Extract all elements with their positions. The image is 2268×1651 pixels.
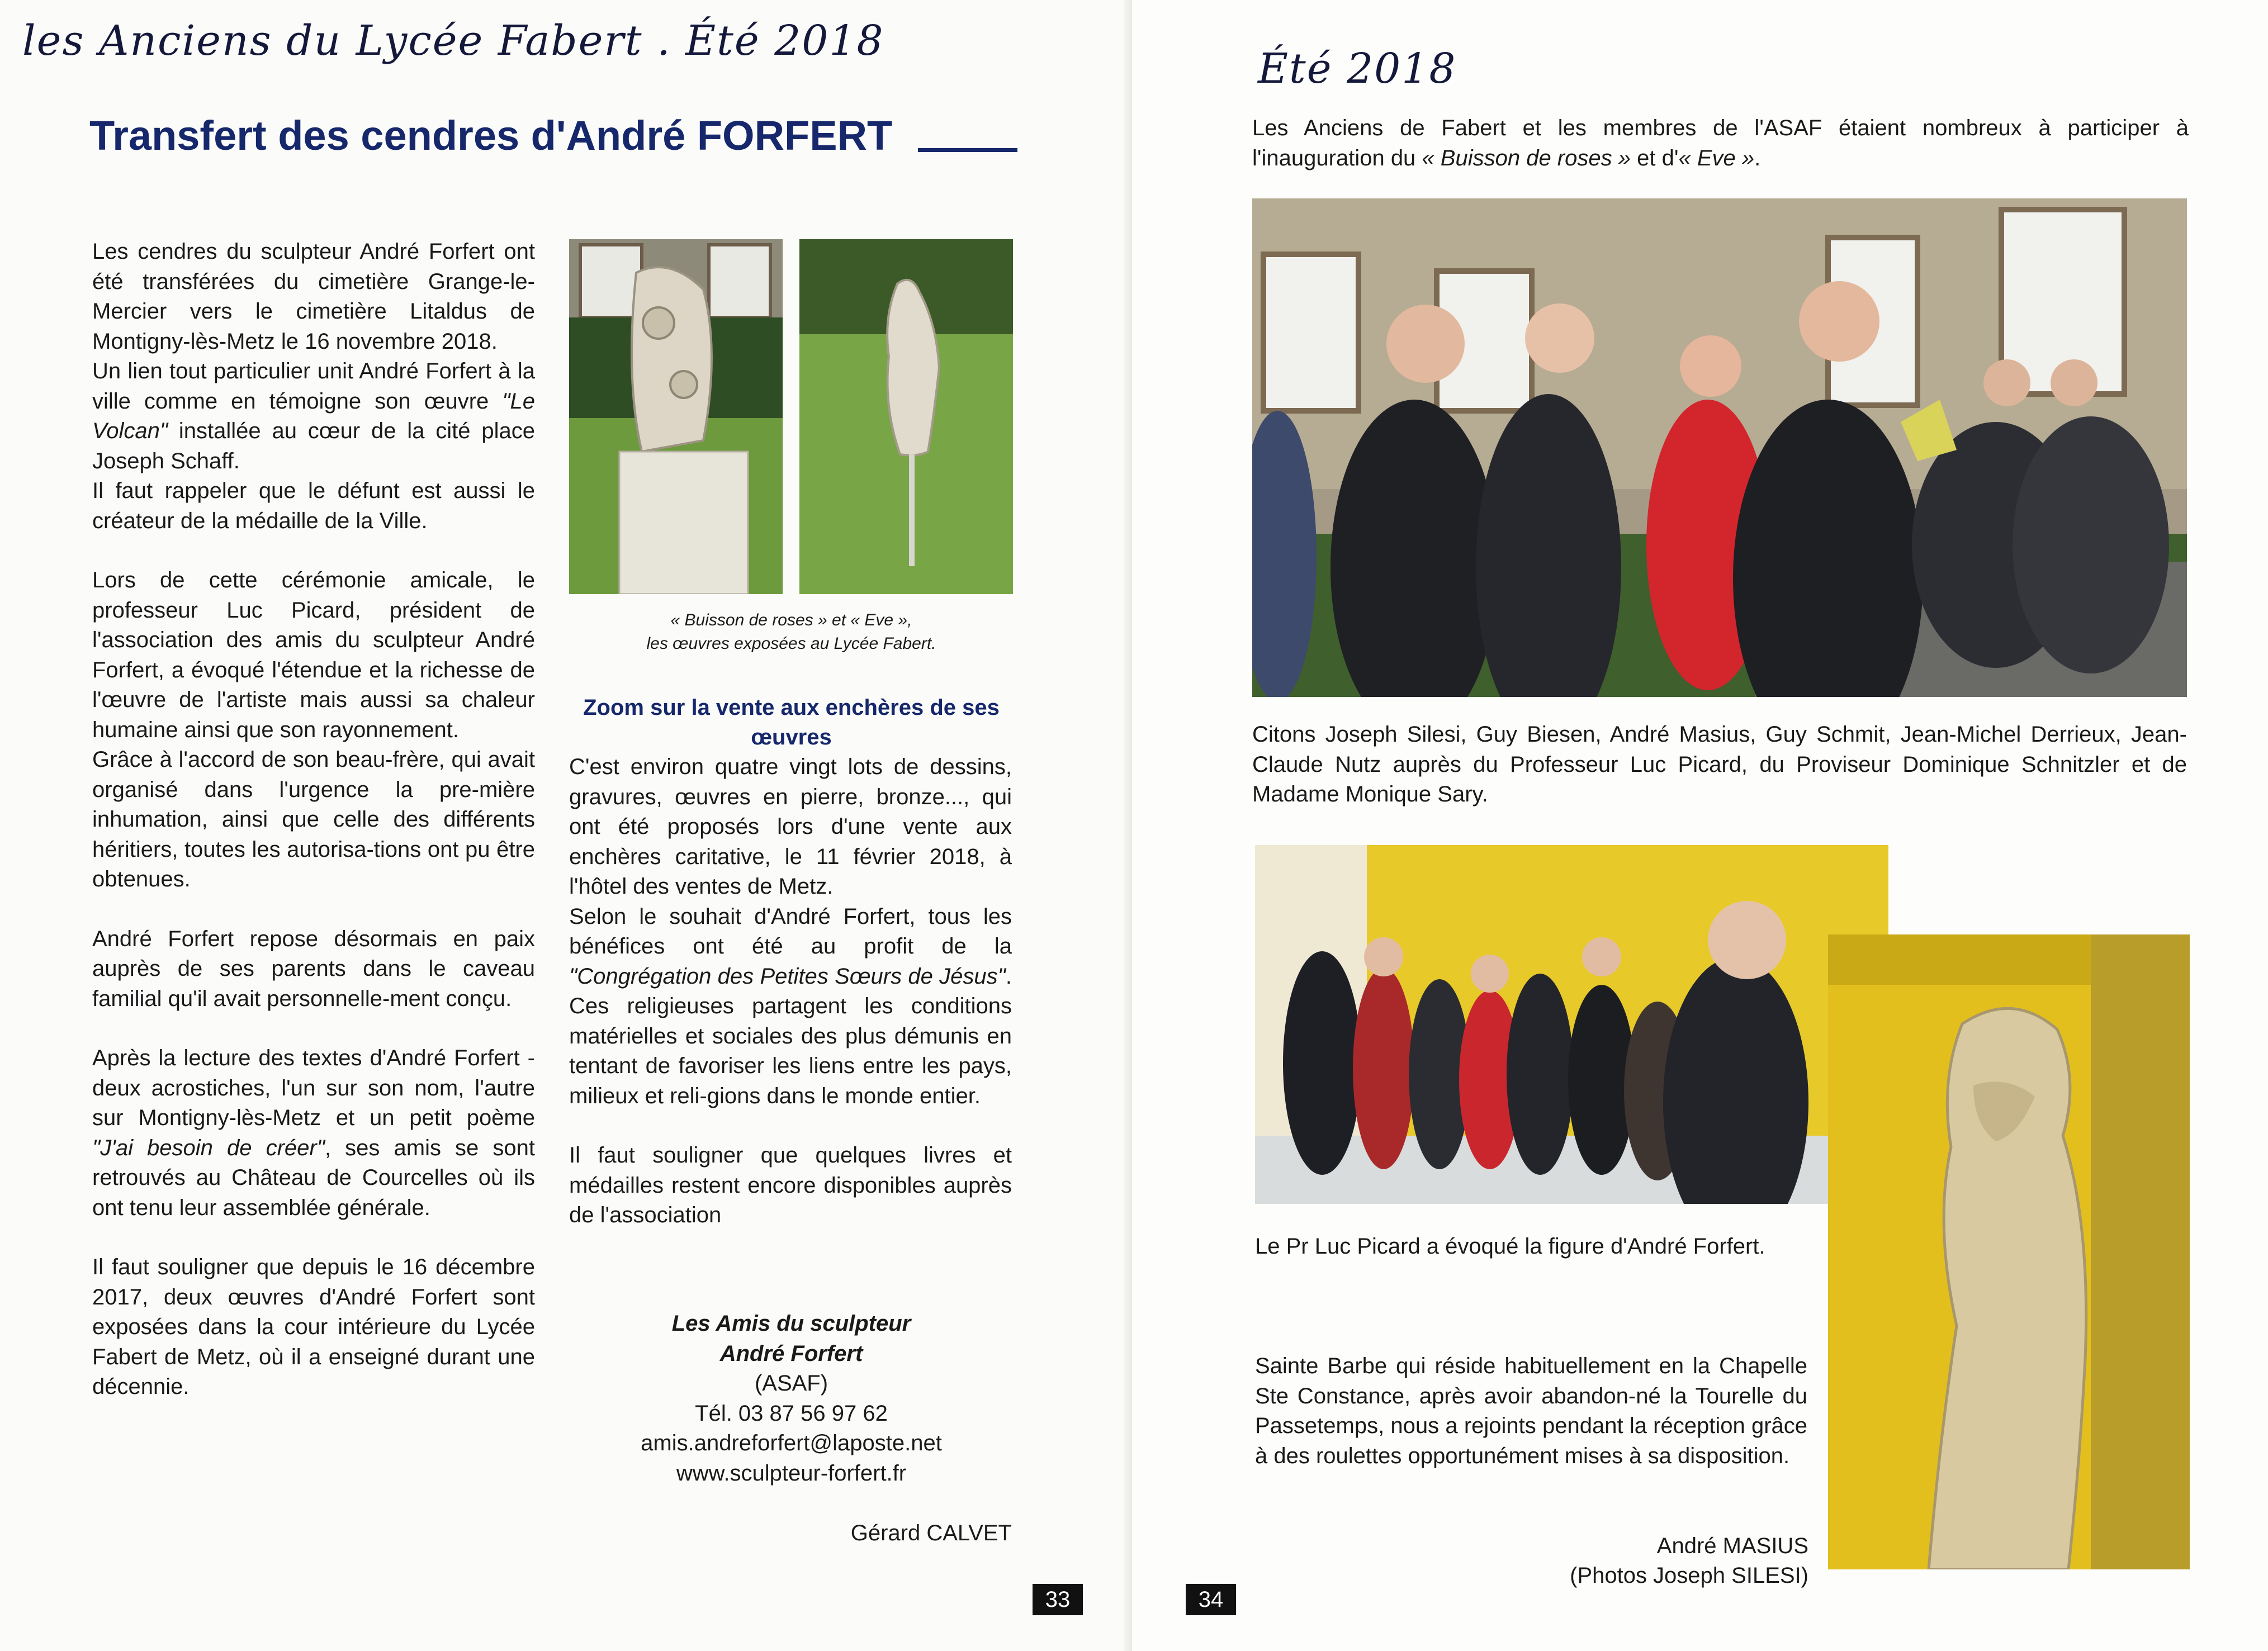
paragraph: Il faut souligner que depuis le 16 décembre 2017, deux œuvres d'André Forfert sont exposées dans la cour intérieure du Lycée Fabert de Metz, où il a enseigné durant une décennie. [92,1255,535,1399]
page-number-33: 33 [1033,1584,1083,1615]
article-signature: Gérard CALVET [850,1521,1012,1545]
indoor-reception-photo [1255,845,1888,1204]
association-contact [569,1309,1014,1488]
paragraph: André Forfert repose désormais en paix auprès de ses parents dans le caveau familial qu'il avait personnelle-ment conçu. [92,926,535,1011]
handwritten-header-right: Été 2018 [1258,45,1457,93]
right-page [1132,0,2268,1651]
sainte-barbe-text: Sainte Barbe qui réside habituellement en la Chapelle Ste Constance, après avoir abandon-né la Tourelle du Passetemps, nous a rejoints pendant la réception grâce à des roulettes opportunément mises à sa disposition. [1255,1354,1807,1468]
paragraph: Les cendres du sculpteur André Forfert ont été transférées du cimetière Grange-le-Mercier vers le cimetière Litaldus de Montigny-lès-Metz le 16 novembre 2018. [92,239,535,354]
paragraph: Il faut souligner que quelques livres et médailles restent encore disponibles auprès de l'association [569,1143,1012,1227]
names-caption: Citons Joseph Silesi, Guy Biesen, André Masius, Guy Schmit, Jean-Michel Derrieux, Jean-Claude Nutz auprès du Professeur Luc Picard, du Proviseur Dominique Schnitzler et de Madame Monique Sary. [1252,722,2187,806]
paragraph: Selon le souhait d'André Forfert, tous les bénéfices ont été au profit de la "Congrégation des Petites Sœurs de Jésus". Ces religieuses partagent les conditions matérielles et sociales des plus démunis en tentant de favoriser les liens entre les pays, milieux et reli-gions dans le monde entier. [569,904,1012,1108]
paragraph: Après la lecture des textes d'André Forfert - deux acrostiches, l'un sur son nom, l'autre sur Montigny-lès-Metz et un petit poème "J'ai besoin de créer", ses amis se sont retrouvés au Château de Courcelles où ils ont tenu leur assemblée générale. [92,1046,535,1220]
handwritten-header-left: les Anciens du Lycée Fabert . Été 2018 [22,17,884,65]
section-subhead: Zoom sur la vente aux enchères de ses œuvres [583,695,1000,749]
contact-name-line1: Les Amis du sculpteur [671,1311,911,1336]
left-column-text [92,237,535,1402]
paragraph: Lors de cette cérémonie amicale, le professeur Luc Picard, président de l'association des amis du sculpteur André Forfert, a évoqué l'étendue et la richesse de l'œuvre de l'artiste mais aussi sa chaleur humaine ainsi que son rayonnement. [92,568,535,742]
article-title: Transfert des cendres d'André FORFERT [89,112,893,159]
paragraph: Grâce à l'accord de son beau-frère, qui avait organisé dans l'urgence la pre-mière inhumation, ainsi que celle des différents héritiers, toutes les autorisa-tions ont pu être obtenues. [92,747,535,891]
sainte-barbe-statue-photo [1828,934,2190,1569]
picard-caption: Le Pr Luc Picard a évoqué la figure d'André Forfert. [1255,1234,1765,1259]
sculpture-photo-buisson-de-roses [569,239,783,594]
photo-caption: « Buisson de roses » et « Eve », les œuvres exposées au Lycée Fabert. [646,611,936,653]
contact-website[interactable]: www.sculpteur-forfert.fr [676,1460,907,1486]
left-page [0,0,1132,1651]
paragraph: Il faut rappeler que le défunt est aussi le créateur de la médaille de la Ville. [92,478,535,533]
title-underline [918,148,1017,152]
author-signature: André MASIUS (Photos Joseph SILESI) [1570,1534,1808,1588]
courtyard-group-photo [1252,198,2187,697]
paragraph: Un lien tout particulier unit André Forfert à la ville comme en témoigne son œuvre "Le Volcan" installée au cœur de la cité place Joseph Schaff. [92,359,535,473]
page-number-34: 34 [1186,1584,1236,1615]
intro-text: Les Anciens de Fabert et les membres de l'ASAF étaient nombreux à participer à l'inauguration du « Buisson de roses » et d'« Eve ». [1252,116,2189,170]
right-column-text [569,752,1012,1231]
contact-email[interactable]: amis.andreforfert@laposte.net [641,1431,942,1455]
sculpture-photo-eve [799,239,1013,594]
contact-phone: Tél. 03 87 56 97 62 [695,1401,888,1426]
paragraph: C'est environ quatre vingt lots de dessins, gravures, œuvres en pierre, bronze..., qui ont été proposés lors d'une vente aux enchères caritative, le 11 février 2018, à l'hôtel des ventes de Metz. [569,755,1012,899]
contact-name-line2: André Forfert [719,1341,863,1366]
contact-acronym: (ASAF) [754,1371,828,1396]
